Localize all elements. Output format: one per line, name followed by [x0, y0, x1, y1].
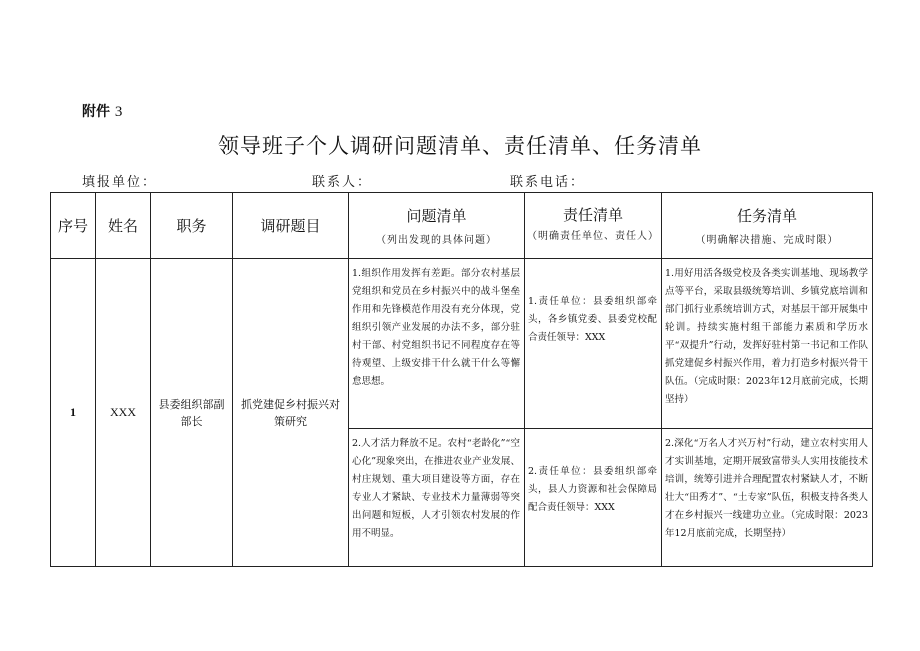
attachment-number: 3 [114, 104, 123, 120]
header-responsibility [525, 193, 662, 259]
header-seq: 序号 [51, 193, 96, 259]
responsibility-item-2: 2.责任单位：县委组织部牵头，县人力资源和社会保障局配合责任领导：XXX [525, 429, 662, 567]
header-position: 职务 [151, 193, 233, 259]
responsibility-item-1: 1.责任单位：县委组织部牵头，各乡镇党委、县委党校配合责任领导：XXX [525, 259, 662, 429]
attachment-text: 附件 [82, 104, 110, 120]
header-tasks-title: 任务清单 [736, 207, 797, 225]
header-tasks-sub: （明确解决措施、完成时限） [695, 235, 839, 246]
problem-item-1: 1.组织作用发挥有差距。部分农村基层党组织和党员在乡村振兴中的战斗堡垒作用和先锋模范作用没有充分体现，党组织引领产业发展的办法不多，部分驻村干部、村党组织书记不同程度存在等待观望、上级安排干什么就干什么等懈怠思想。 [349, 259, 525, 429]
header-problems-sub: （列出发现的具体问题） [376, 235, 497, 246]
header-problems [349, 193, 525, 259]
header-name: 姓名 [96, 193, 151, 259]
task-item-1: 1.用好用活各级党校及各类实训基地、现场教学点等平台，采取县级统筹培训、乡镇党底培训和部门抓行业系统培训方式，对基层干部开展集中轮训。持续实施村组干部能力素质和学历水平“双提升”行动，发挥好驻村第一书记和工作队抓党建促乡村振兴作用，着力打造乡村振兴骨干队伍。（完成时限：2023年12月底前完成，长期坚持） [662, 259, 873, 429]
header-problems-title: 问题清单 [406, 207, 467, 225]
row-position: 县委组织部副部长 [151, 259, 233, 567]
fill-contact-label: 联系人： [312, 175, 373, 190]
header-responsibility-sub: （明确责任单位、责任人） [527, 231, 659, 242]
fill-unit-label: 填报单位： [82, 175, 158, 190]
document-title: 领导班子个人调研问题清单、责任清单、任务清单 [218, 134, 702, 158]
header-responsibility-title: 责任清单 [562, 206, 623, 224]
header-topic: 调研题目 [233, 193, 349, 259]
checklist-table [50, 192, 873, 567]
problem-item-2: 2.人才活力释放不足。农村“老龄化”“空心化”现象突出，在推进农业产业发展、村庄规划、重大项目建设等方面，存在专业人才紧缺、专业技术力量薄弱等突出问题和短板，人才引领农村发展的作用不明显。 [349, 429, 525, 567]
header-tasks [662, 193, 873, 259]
attachment-label [82, 101, 122, 121]
row-seq: 1 [51, 259, 96, 567]
row-name: XXX [96, 259, 151, 567]
table-row [51, 259, 873, 429]
row-topic: 抓党建促乡村振兴对策研究 [233, 259, 349, 567]
fill-phone-label: 联系电话： [510, 175, 586, 190]
task-item-2: 2.深化“万名人才兴万村”行动，建立农村实用人才实训基地，定期开展致富带头人实用技能技术培训，统筹引进并合理配置农村紧缺人才，不断壮大“田秀才”、“土专家”队伍，积极支持各类人才在乡村振兴一线建功立业。（完成时限：2023年12月底前完成，长期坚持） [662, 429, 873, 567]
header-row [51, 193, 873, 259]
